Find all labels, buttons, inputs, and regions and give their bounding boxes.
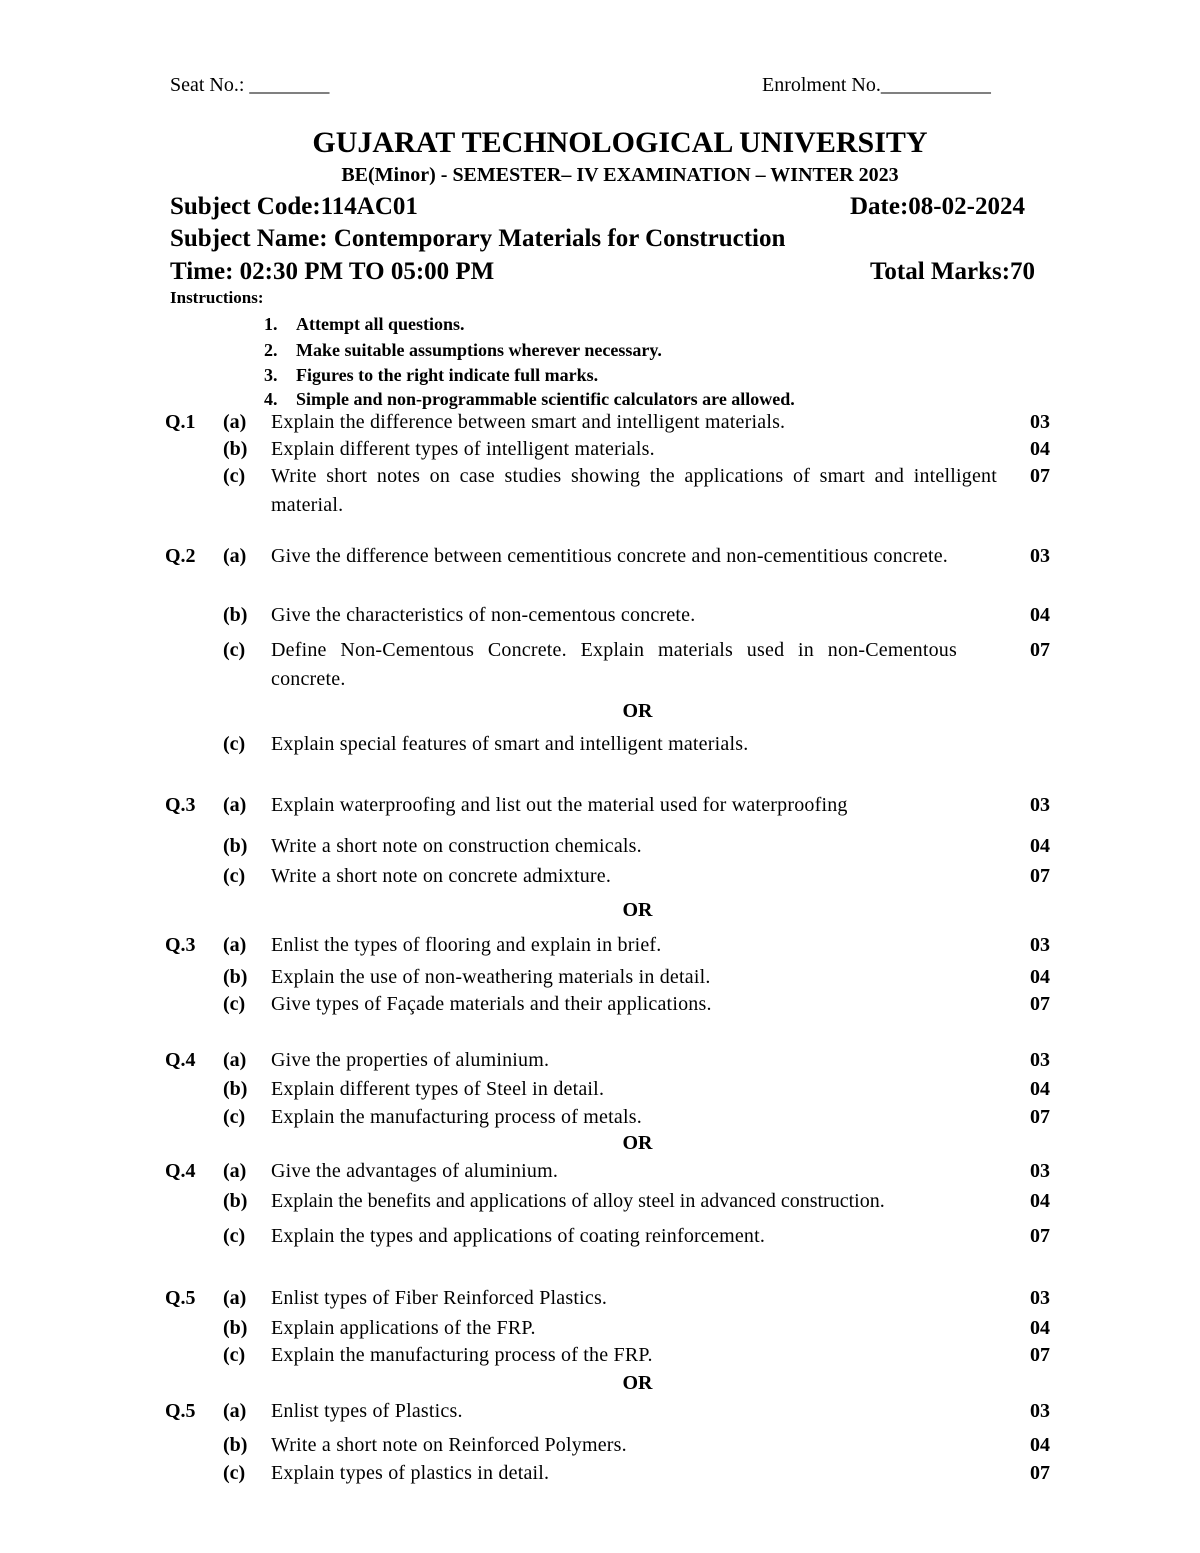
part-label: (c) [223, 993, 246, 1015]
marks: 07 [1030, 1106, 1050, 1128]
question-text: Write a short note on construction chemicals. [271, 835, 642, 857]
question-text: Explain the types and applications of coating reinforcement. [271, 1225, 766, 1247]
or-separator: OR [622, 899, 653, 921]
marks: 04 [1030, 1078, 1050, 1100]
instructions-title: Instructions: [170, 288, 264, 307]
question-number: Q.5 [165, 1400, 196, 1422]
marks: 04 [1030, 966, 1050, 988]
marks: 03 [1030, 934, 1050, 956]
marks: 03 [1030, 411, 1050, 433]
question-number: Q.3 [165, 794, 196, 816]
marks: 07 [1030, 1344, 1050, 1366]
question-text: Explain the manufacturing process of the FRP. [271, 1344, 653, 1366]
part-label: (c) [223, 1344, 246, 1366]
part-label: (b) [223, 604, 248, 626]
question-text: Give the difference between cementitious concrete and non-cementitious concrete. [271, 545, 949, 567]
instruction-item: 4. Simple and non-programmable scientific calculators are allowed. [264, 389, 795, 409]
question-text: Give the properties of aluminium. [271, 1049, 550, 1071]
total-marks: Total Marks:70 [870, 258, 1036, 285]
part-label: (b) [223, 1434, 248, 1456]
part-label: (a) [223, 1160, 247, 1182]
part-label: (a) [223, 1049, 247, 1071]
part-label: (a) [223, 934, 247, 956]
marks: 03 [1030, 545, 1050, 567]
marks: 04 [1030, 1190, 1050, 1212]
subject-name: Subject Name: Contemporary Materials for Construction [170, 225, 786, 252]
seat-number: Seat No.: ________ [170, 74, 330, 96]
exam-date: Date:08-02-2024 [850, 193, 1025, 220]
marks: 04 [1030, 438, 1050, 460]
marks: 03 [1030, 794, 1050, 816]
question-text: Write a short note on concrete admixture. [271, 865, 612, 887]
part-label: (b) [223, 1078, 248, 1100]
marks: 07 [1030, 1225, 1050, 1247]
part-label: (b) [223, 1317, 248, 1339]
question-text: Explain types of plastics in detail. [271, 1462, 550, 1484]
question-text: Give the characteristics of non-cementous concrete. [271, 604, 696, 626]
question-text: Explain the benefits and applications of alloy steel in advanced construction. [271, 1190, 885, 1212]
question-text: Enlist the types of flooring and explain in brief. [271, 934, 662, 956]
exam-title: BE(Minor) - SEMESTER– IV EXAMINATION – WINTER 2023 [341, 164, 899, 186]
question-text: Give the advantages of aluminium. [271, 1160, 559, 1182]
part-label: (c) [223, 1106, 246, 1128]
question-text: Explain the difference between smart and intelligent materials. [271, 411, 786, 433]
part-label: (c) [223, 1225, 246, 1247]
marks: 04 [1030, 604, 1050, 626]
part-label: (c) [223, 465, 246, 487]
or-separator: OR [622, 700, 653, 722]
question-text: Explain different types of intelligent materials. [271, 438, 655, 460]
question-text: Explain special features of smart and intelligent materials. [271, 733, 749, 755]
question-text: Explain waterproofing and list out the material used for waterproofing [271, 794, 848, 816]
part-label: (a) [223, 545, 247, 567]
part-label: (c) [223, 639, 246, 661]
part-label: (b) [223, 438, 248, 460]
marks: 07 [1030, 865, 1050, 887]
part-label: (c) [223, 865, 246, 887]
part-label: (c) [223, 1462, 246, 1484]
part-label: (b) [223, 1190, 248, 1212]
marks: 03 [1030, 1287, 1050, 1309]
marks: 07 [1030, 1462, 1050, 1484]
question-text: Explain the manufacturing process of metals. [271, 1106, 642, 1128]
exam-time: Time: 02:30 PM TO 05:00 PM [170, 258, 495, 285]
question-number: Q.5 [165, 1287, 196, 1309]
instruction-item: 3. Figures to the right indicate full marks. [264, 365, 599, 385]
question-text: Write short notes on case studies showing the applications of smart and intelligent material. [271, 465, 997, 516]
marks: 03 [1030, 1160, 1050, 1182]
or-separator: OR [622, 1372, 653, 1394]
marks: 04 [1030, 1317, 1050, 1339]
enrolment-number: Enrolment No.___________ [762, 74, 991, 96]
question-text: Enlist types of Plastics. [271, 1400, 463, 1422]
part-label: (b) [223, 966, 248, 988]
marks: 07 [1030, 465, 1050, 487]
question-number: Q.4 [165, 1049, 196, 1071]
part-label: (a) [223, 1400, 247, 1422]
marks: 07 [1030, 639, 1050, 661]
question-number: Q.4 [165, 1160, 196, 1182]
question-text: Enlist types of Fiber Reinforced Plastics. [271, 1287, 608, 1309]
marks: 03 [1030, 1049, 1050, 1071]
or-separator: OR [622, 1132, 653, 1154]
part-label: (b) [223, 835, 248, 857]
question-text: Explain different types of Steel in detail. [271, 1078, 605, 1100]
part-label: (a) [223, 1287, 247, 1309]
university-title: GUJARAT TECHNOLOGICAL UNIVERSITY [312, 126, 928, 159]
question-text: Give types of Façade materials and their applications. [271, 993, 712, 1015]
question-text: Explain the use of non-weathering materials in detail. [271, 966, 711, 988]
question-number: Q.3 [165, 934, 196, 956]
marks: 07 [1030, 993, 1050, 1015]
part-label: (c) [223, 733, 246, 755]
subject-code: Subject Code:114AC01 [170, 193, 418, 220]
question-text: Write a short note on Reinforced Polymers. [271, 1434, 627, 1456]
instruction-item: 1. Attempt all questions. [264, 314, 465, 334]
instruction-item: 2. Make suitable assumptions wherever necessary. [264, 340, 662, 360]
marks: 03 [1030, 1400, 1050, 1422]
part-label: (a) [223, 794, 247, 816]
question-text: Define Non-Cementous Concrete. Explain materials used in non-Cementous concrete. [271, 639, 957, 690]
question-number: Q.1 [165, 411, 196, 433]
marks: 04 [1030, 835, 1050, 857]
question-text: Explain applications of the FRP. [271, 1317, 536, 1339]
marks: 04 [1030, 1434, 1050, 1456]
question-number: Q.2 [165, 545, 196, 567]
part-label: (a) [223, 411, 247, 433]
